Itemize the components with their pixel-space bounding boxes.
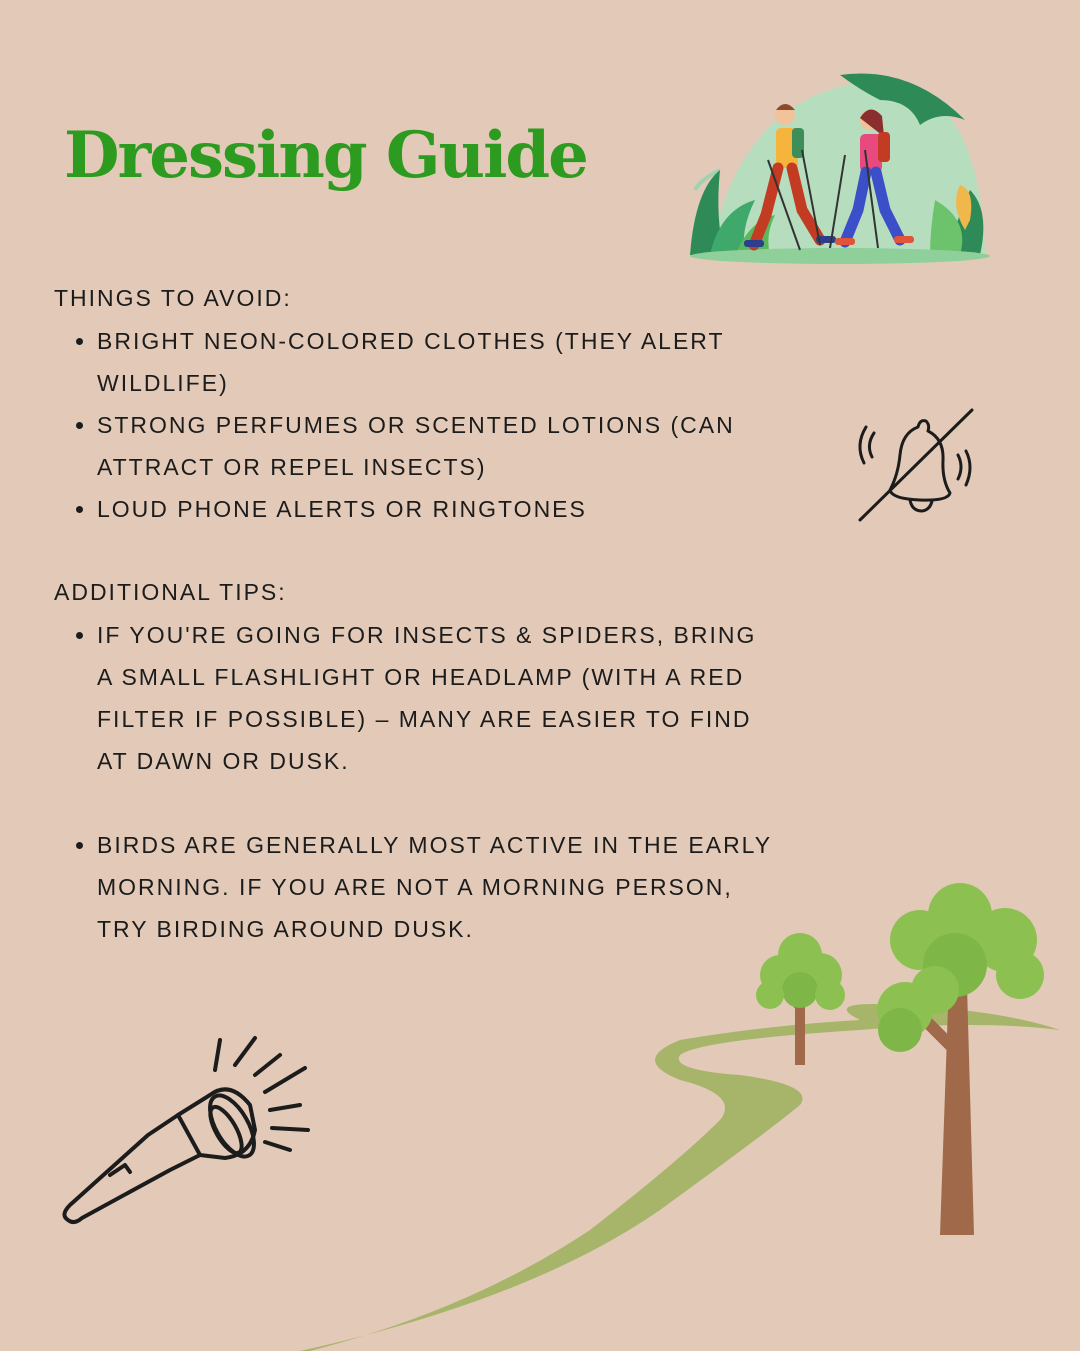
list-item: STRONG PERFUMES OR SCENTED LOTIONS (CAN ATTRACT OR REPEL INSECTS) xyxy=(54,404,774,488)
list-item: LOUD PHONE ALERTS OR RINGTONES xyxy=(54,488,774,530)
flashlight-icon xyxy=(50,1030,320,1230)
avoid-list xyxy=(54,320,774,530)
page-title: Dressing Guide xyxy=(64,118,587,193)
avoid-heading: THINGS TO AVOID: xyxy=(54,285,292,311)
trail-with-trees-illustration xyxy=(300,880,1080,1351)
hikers-illustration xyxy=(680,70,1000,265)
muted-bell-icon xyxy=(850,405,980,525)
list-item: BIRDS ARE GENERALLY MOST ACTIVE IN THE EARLY MORNING. IF YOU ARE NOT A MORNING PERSON, TRY BIRDING AROUND DUSK. xyxy=(54,824,774,950)
tips-heading: ADDITIONAL TIPS: xyxy=(54,579,287,605)
list-item: BRIGHT NEON-COLORED CLOTHES (THEY ALERT WILDLIFE) xyxy=(54,320,774,404)
list-item: IF YOU'RE GOING FOR INSECTS & SPIDERS, BRING A SMALL FLASHLIGHT OR HEADLAMP (WITH A RED FILTER IF POSSIBLE) – MANY ARE EASIER TO FIND AT DAWN OR DUSK. xyxy=(54,614,774,782)
